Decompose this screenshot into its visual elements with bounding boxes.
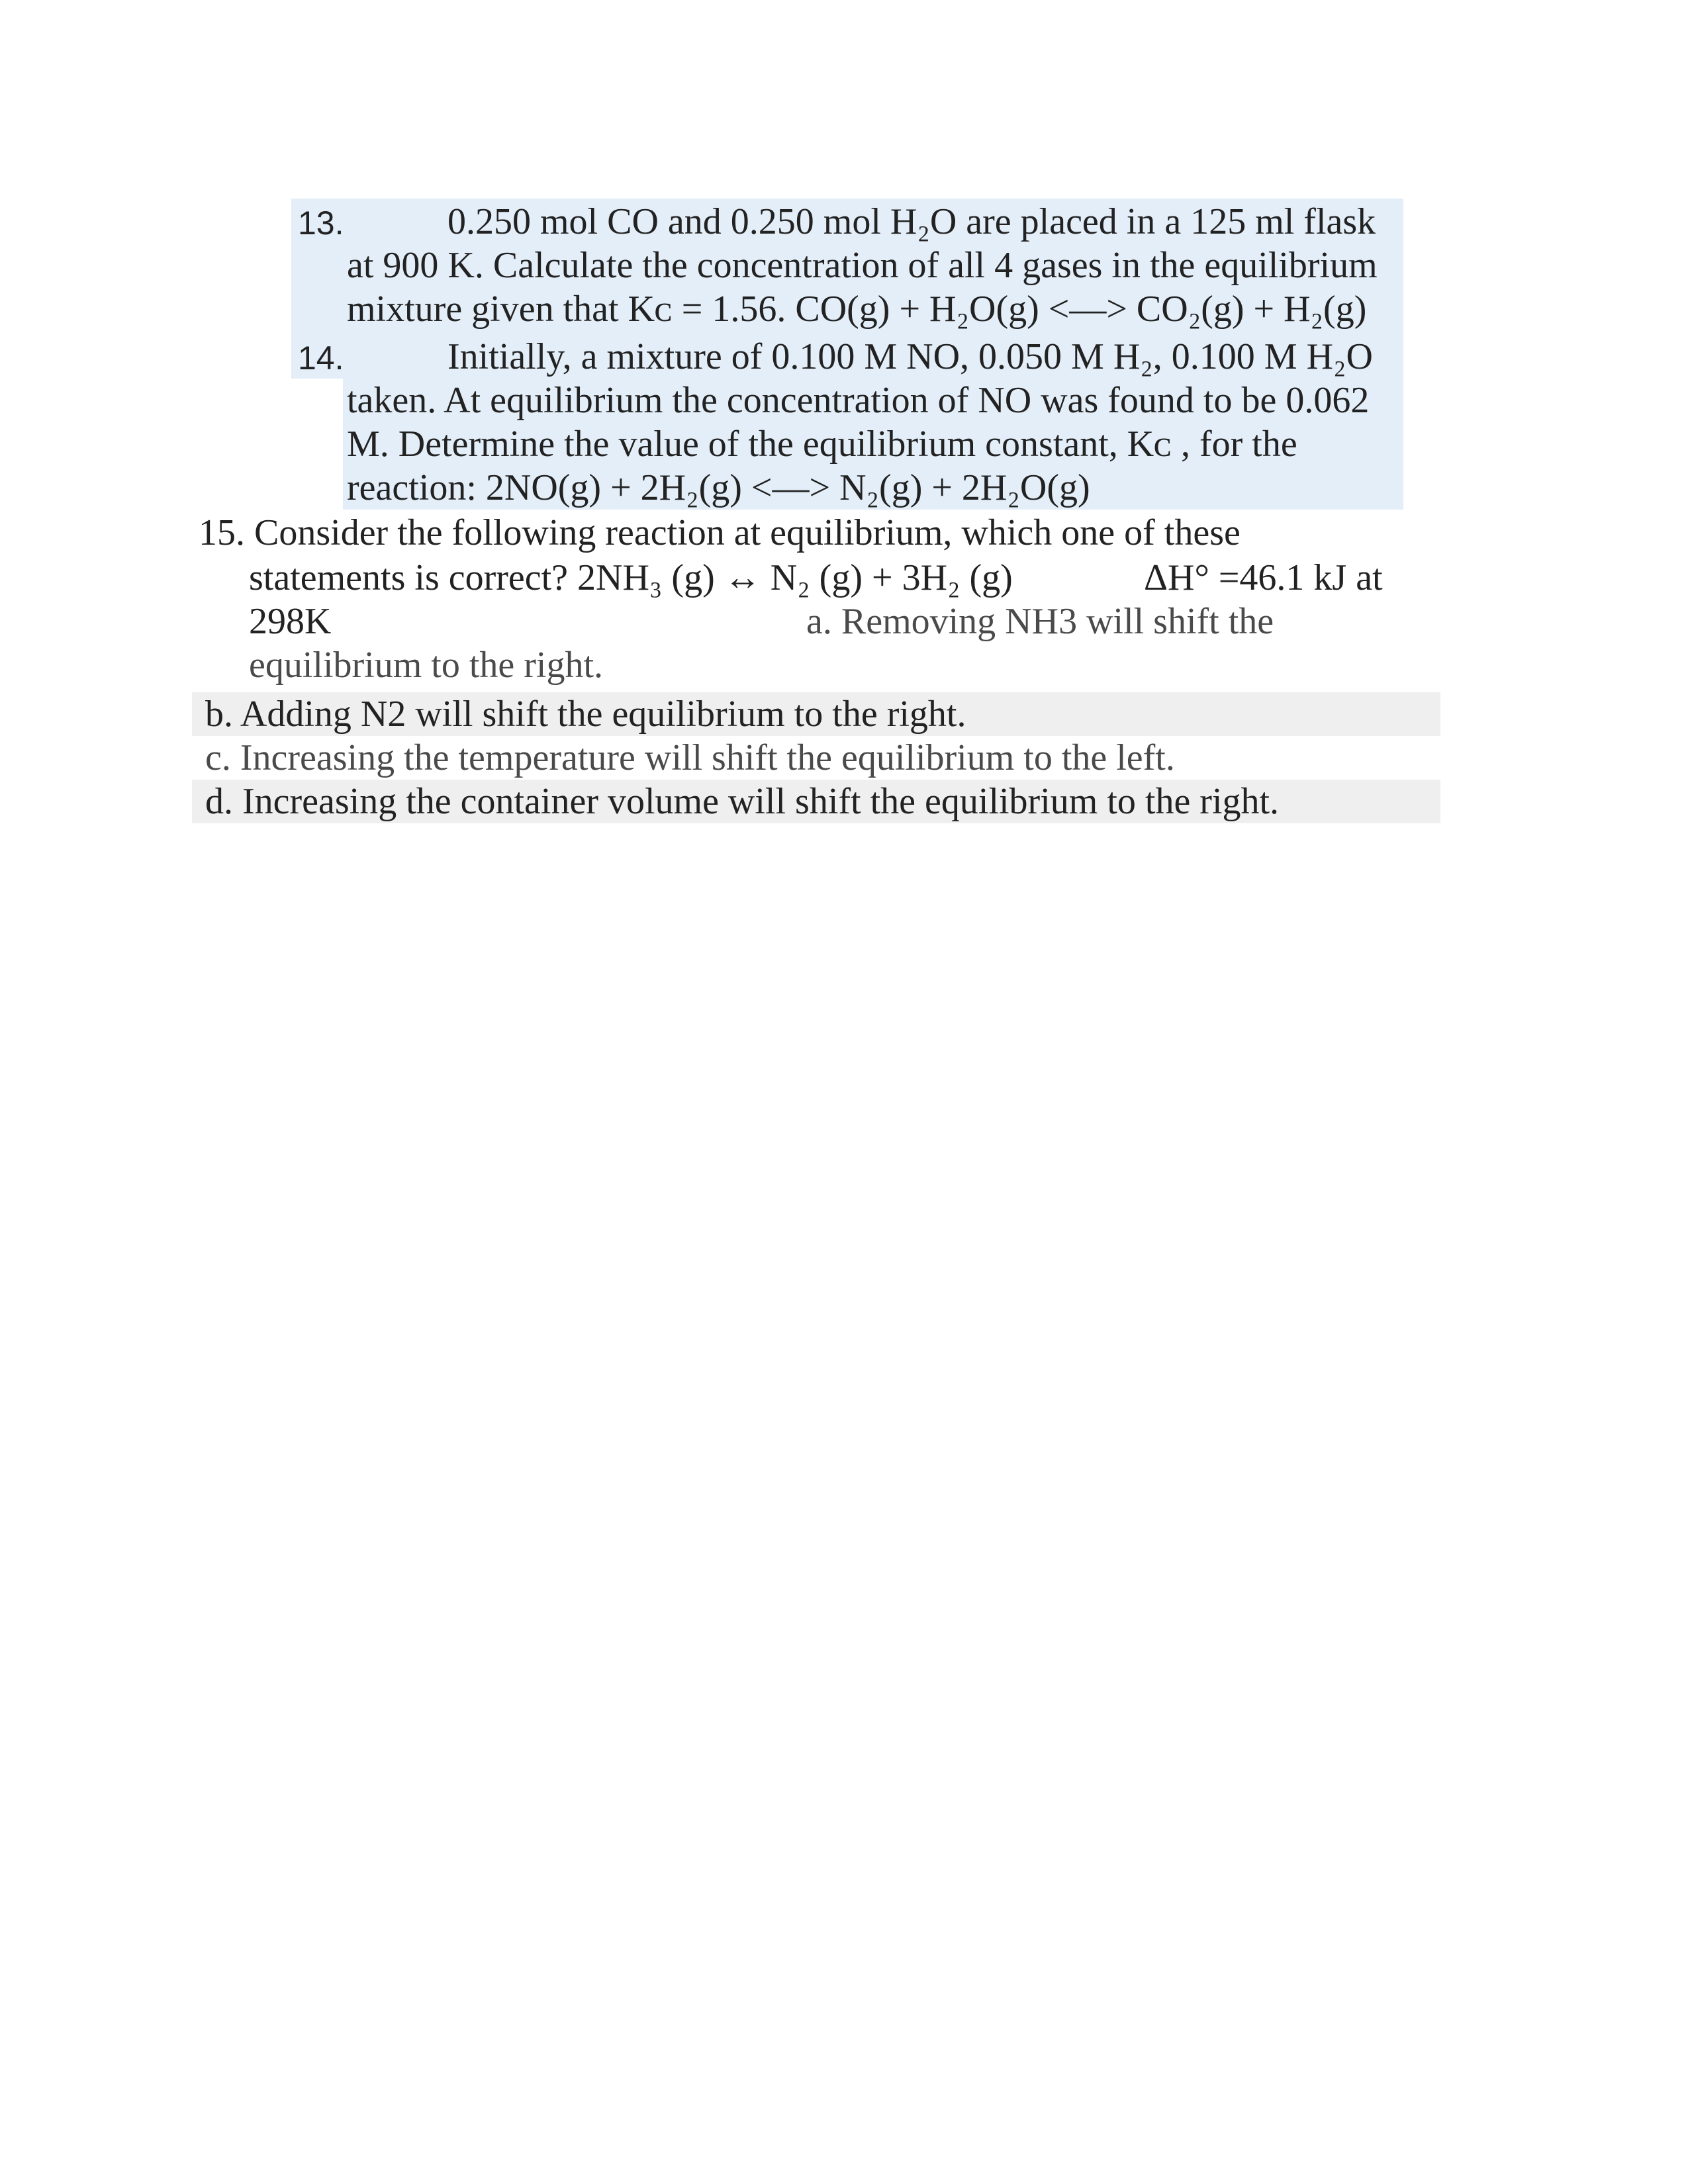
q14-line4: reaction: 2NO(g) + 2H₂(g) <—> N₂(g) + 2H₂O(g) bbox=[347, 467, 1090, 508]
option-a-continued: equilibrium to the right. bbox=[249, 645, 604, 686]
q15-line2-text: statements is correct? 2NH₃ (g) ↔ N₂ (g) + 3H₂ (g) bbox=[249, 557, 1013, 598]
q13-number: 13. bbox=[298, 205, 344, 242]
option-a: a. Removing NH3 will shift the bbox=[806, 601, 1274, 642]
q15-line3-temperature: 298K bbox=[249, 601, 332, 642]
option-d: d. Increasing the container volume will shift the equilibrium to the right. bbox=[205, 781, 1280, 822]
option-c: c. Increasing the temperature will shift the equilibrium to the left. bbox=[205, 737, 1175, 778]
q15-line1: 15. Consider the following reaction at equilibrium, which one of these bbox=[199, 512, 1241, 553]
q14-line2: taken. At equilibrium the concentration of NO was found to be 0.062 bbox=[347, 380, 1370, 421]
q13-line3: mixture given that Kᴄ = 1.56. CO(g) + H₂O(g) <—> CO₂(g) + H₂(g) bbox=[347, 289, 1367, 330]
q15-line2-enthalpy: ΔH° =46.1 kJ at bbox=[1144, 557, 1383, 598]
q14-number: 14. bbox=[298, 340, 344, 377]
q13-line2: at 900 K. Calculate the concentration of all 4 gases in the equilibrium bbox=[347, 245, 1378, 286]
option-b: b. Adding N2 will shift the equilibrium to the right. bbox=[205, 694, 966, 735]
q13-line1: 0.250 mol CO and 0.250 mol H₂O are placed in a 125 ml flask bbox=[447, 201, 1376, 242]
q14-line3: M. Determine the value of the equilibrium constant, Kᴄ , for the bbox=[347, 424, 1297, 465]
q14-line1: Initially, a mixture of 0.100 M NO, 0.050 M H₂, 0.100 M H₂O bbox=[447, 336, 1373, 377]
